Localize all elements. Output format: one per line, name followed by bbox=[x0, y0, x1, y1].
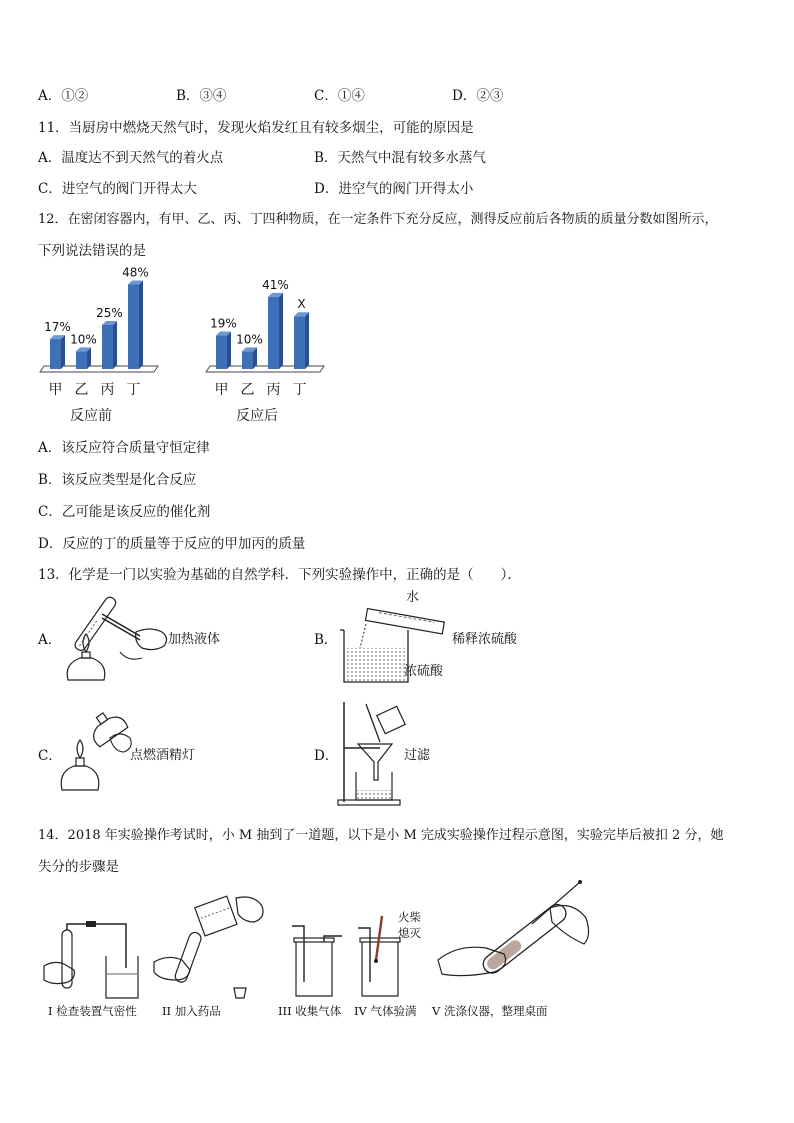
category-label-2: 乙 bbox=[74, 382, 89, 398]
q11-option-c: C．进空气的阀门开得太大 bbox=[38, 181, 197, 197]
q13-d-letter: D． bbox=[314, 748, 339, 764]
step3-illustration bbox=[284, 922, 344, 1000]
category-label-4: 丁 bbox=[292, 382, 307, 398]
q13-a-letter: A． bbox=[38, 632, 62, 648]
q14-step1-label: I 检查装置气密性 bbox=[48, 1004, 137, 1018]
step2-illustration bbox=[150, 892, 270, 1004]
bar-side-1 bbox=[61, 335, 65, 369]
q12-stem-line2: 下列说法错误的是 bbox=[38, 243, 146, 259]
bar-4 bbox=[294, 316, 305, 369]
bar-side-4 bbox=[139, 281, 143, 369]
chart-title: 反应前 bbox=[70, 408, 112, 424]
category-label-1: 甲 bbox=[48, 382, 63, 398]
category-label-3: 丙 bbox=[266, 382, 281, 398]
q12-stem-line1: 12．在密闭容器内，有甲、乙、丙、丁四种物质，在一定条件下充分反应，测得反应前后各物质的质量分数如图所示， bbox=[38, 212, 718, 227]
heating-liquid-illustration bbox=[58, 592, 178, 684]
chart-after bbox=[196, 262, 336, 427]
q11-option-b: B．天然气中混有较多水蒸气 bbox=[314, 150, 486, 166]
q10-option-c: C．①④ bbox=[314, 88, 365, 104]
bar-3 bbox=[268, 297, 279, 369]
category-label-3: 丙 bbox=[100, 382, 115, 398]
data-label-1: 17% bbox=[44, 320, 71, 335]
q11-option-a: A．温度达不到天然气的着火点 bbox=[38, 150, 224, 166]
q14-step3-label: III 收集气体 bbox=[278, 1004, 342, 1018]
q13-b-acid-label: 浓硫酸 bbox=[404, 664, 444, 679]
bar-2 bbox=[76, 351, 87, 369]
bar-3 bbox=[102, 325, 113, 369]
q13-b-water-label: 水 bbox=[406, 590, 420, 605]
chart-title: 反应后 bbox=[236, 408, 278, 424]
q14-stem-line2: 失分的步骤是 bbox=[38, 859, 119, 875]
q14-stem-line1: 14．2018 年实验操作考试时，小 M 抽到了一道题，以下是小 M 完成实验操作过程示意图，实验完毕后被扣 2 分，她 bbox=[38, 828, 724, 843]
chart-before bbox=[30, 262, 170, 427]
bar-side-3 bbox=[113, 321, 117, 369]
q11-stem: 11．当厨房中燃烧天然气时，发现火焰发红且有较多烟尘，可能的原因是 bbox=[38, 120, 474, 136]
q13-c-label: 点燃酒精灯 bbox=[130, 748, 196, 763]
q12-option-d: D．反应的丁的质量等于反应的甲加丙的质量 bbox=[38, 536, 306, 552]
data-label-4: 48% bbox=[122, 265, 149, 280]
bar-side-1 bbox=[227, 332, 231, 369]
data-label-2: 10% bbox=[70, 332, 97, 347]
bar-1 bbox=[50, 339, 61, 369]
q13-b-label: 稀释浓硫酸 bbox=[452, 632, 518, 647]
data-label-2: 10% bbox=[236, 332, 263, 347]
data-label-3: 25% bbox=[96, 306, 123, 320]
bar-1 bbox=[216, 336, 227, 369]
data-label-4: X bbox=[297, 297, 306, 312]
category-label-1: 甲 bbox=[214, 382, 229, 398]
category-label-2: 乙 bbox=[240, 382, 255, 398]
q10-option-a: A．①② bbox=[38, 88, 89, 104]
q12-option-a: A．该反应符合质量守恒定律 bbox=[38, 440, 210, 456]
q13-d-label: 过滤 bbox=[404, 748, 431, 763]
q13-c-letter: C． bbox=[38, 748, 62, 764]
data-label-1: 19% bbox=[210, 316, 237, 331]
light-lamp-illustration bbox=[58, 708, 138, 794]
filtration-illustration bbox=[336, 700, 408, 808]
q13-b-letter: B． bbox=[314, 632, 338, 648]
q13-a-label: 加热液体 bbox=[168, 632, 221, 647]
data-label-3: 41% bbox=[262, 277, 289, 292]
q10-option-b: B．③④ bbox=[176, 88, 227, 104]
step5-illustration bbox=[434, 878, 598, 998]
step1-illustration bbox=[40, 920, 140, 1000]
q13-stem: 13．化学是一门以实验为基础的自然学科．下列实验操作中，正确的是（ ）． bbox=[38, 567, 521, 583]
bar-side-4 bbox=[305, 312, 309, 369]
q14-match-label-2: 熄灭 bbox=[398, 926, 421, 940]
q14-match-label-1: 火柴 bbox=[398, 910, 421, 924]
q11-option-d: D．进空气的阀门开得太小 bbox=[314, 181, 474, 197]
q12-option-b: B．该反应类型是化合反应 bbox=[38, 472, 197, 488]
q14-step2-label: II 加入药品 bbox=[162, 1004, 221, 1018]
category-label-4: 丁 bbox=[126, 382, 141, 398]
q12-option-c: C．乙可能是该反应的催化剂 bbox=[38, 504, 211, 520]
q14-step5-label: V 洗涤仪器，整理桌面 bbox=[432, 1004, 548, 1018]
q10-option-d: D．②③ bbox=[452, 88, 504, 104]
bar-side-3 bbox=[279, 293, 283, 369]
q14-step4-label: IV 气体验满 bbox=[354, 1004, 417, 1018]
bar-2 bbox=[242, 351, 253, 369]
bar-4 bbox=[128, 285, 139, 369]
